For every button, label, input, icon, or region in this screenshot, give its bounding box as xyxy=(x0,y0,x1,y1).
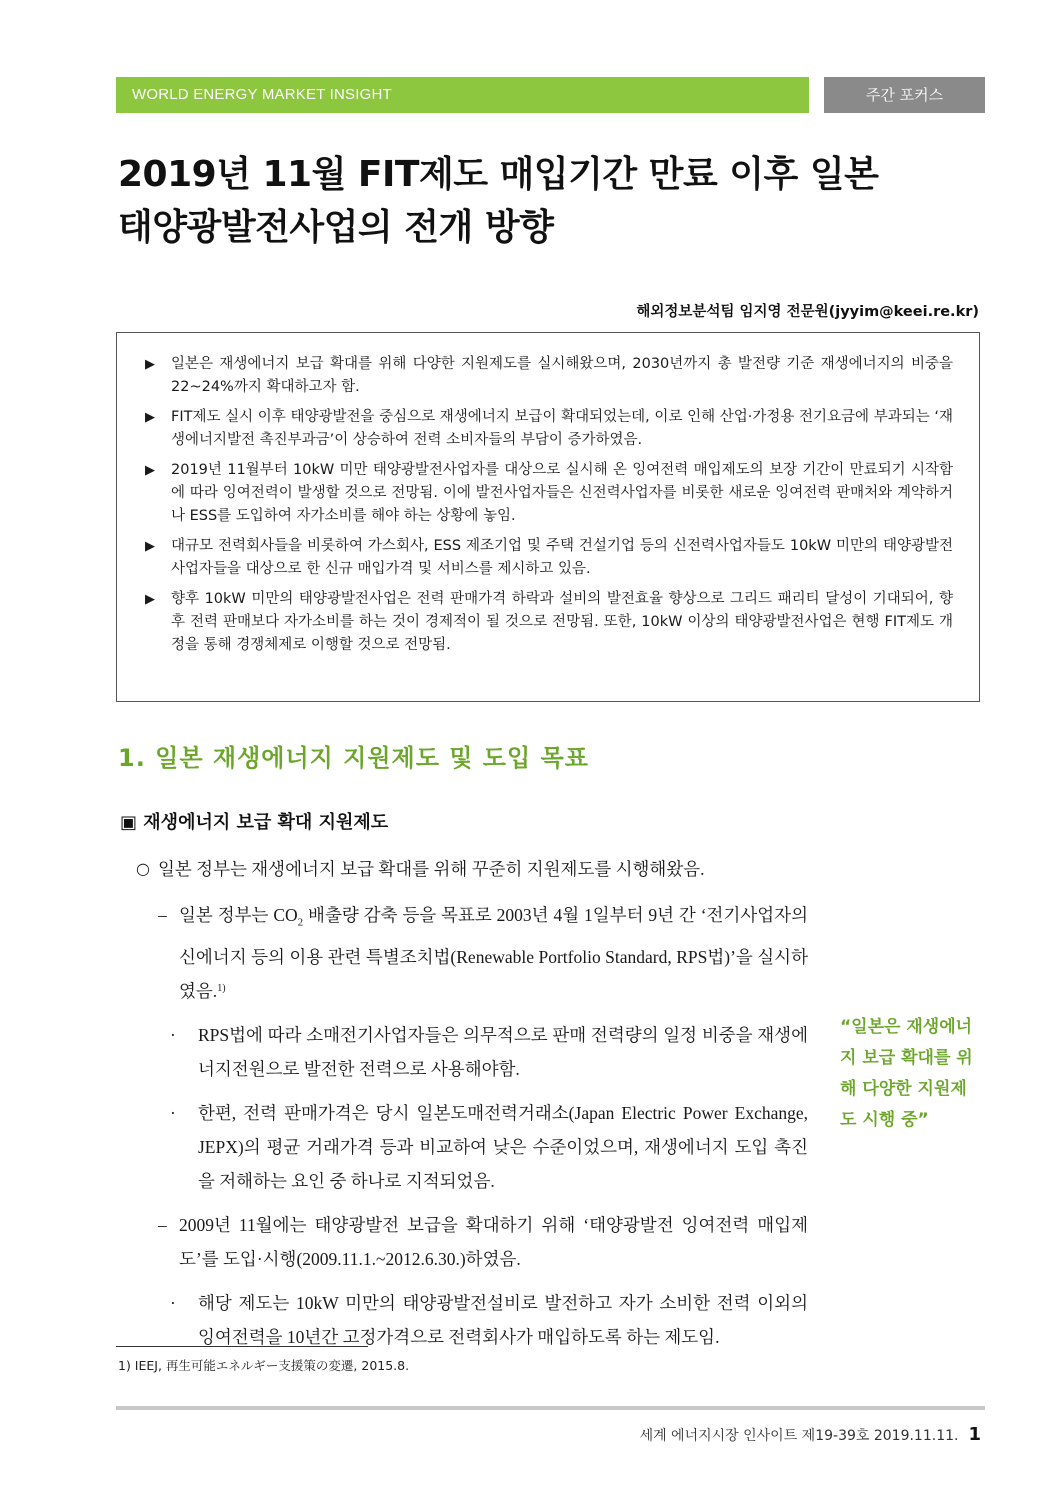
summary-item: ▶ 일본은 재생에너지 보급 확대를 위해 다양한 지원제도를 실시해왔으며, 2030년까지 총 발전량 기준 재생에너지의 비중을 22~24%까지 확대하고자 함. xyxy=(145,353,953,399)
dot-bullet-icon: · xyxy=(170,1292,176,1313)
square-bullet-icon: ▣ xyxy=(120,812,138,833)
page-number: 1 xyxy=(968,1424,981,1445)
paragraph: – 2009년 11월에는 태양광발전 보급을 확대하기 위해 ‘태양광발전 잉여전력 매입제도’를 도입·시행(2009.11.1.~2012.6.30.)하였음. xyxy=(136,1208,808,1276)
pull-quote: “일본은 재생에너지 보급 확대를 위해 다양한 지원제도 시행 중” xyxy=(840,1017,973,1130)
triangle-bullet-icon: ▶ xyxy=(145,539,155,554)
page-title-line1: 2019년 11월 FIT제도 매입기간 만료 이후 일본 xyxy=(118,154,879,195)
header-title: WORLD ENERGY MARKET INSIGHT xyxy=(132,86,392,103)
dash-bullet-icon: – xyxy=(158,905,167,925)
summary-item: ▶ 대규모 전력회사들을 비롯하여 가스회사, ESS 제조기업 및 주택 건설기업 등의 신전력사업자들도 10kW 미만의 태양광발전사업자들을 대상으로 한 신규 매입가격 및 서비스를 제시하고 있음. xyxy=(145,535,953,581)
footer-text: 세계 에너지시장 인사이트 제19-39호 2019.11.11. xyxy=(639,1428,959,1444)
subsection-title: ▣ 재생에너지 보급 확대 지원제도 xyxy=(120,812,389,833)
circle-bullet-icon: ○ xyxy=(136,859,150,878)
page-title-line2: 태양광발전사업의 전개 방향 xyxy=(118,207,554,248)
paragraph: · RPS법에 따라 소매전기사업자들은 의무적으로 판매 전력량의 일정 비중을 재생에너지전원으로 발전한 전력으로 사용해야함. xyxy=(136,1018,808,1086)
dot-bullet-icon: · xyxy=(170,1102,176,1123)
footnote-ref[interactable]: 1) xyxy=(217,982,226,994)
footnote-divider xyxy=(116,1346,368,1347)
triangle-bullet-icon: ▶ xyxy=(145,463,155,478)
dash-bullet-icon: – xyxy=(158,1214,167,1235)
footer-divider xyxy=(116,1406,985,1410)
summary-box xyxy=(116,332,980,702)
section-title: 1. 일본 재생에너지 지원제도 및 도입 목표 xyxy=(118,744,589,772)
summary-item: ▶ FIT제도 실시 이후 태양광발전을 중심으로 재생에너지 보급이 확대되었는데, 이로 인해 산업·가정용 전기요금에 부과되는 ‘재생에너지발전 촉진부과금’이 상승하여 전력 소비자들의 부담이 증가하였음. xyxy=(145,406,953,452)
triangle-bullet-icon: ▶ xyxy=(145,592,155,607)
body-text xyxy=(136,854,808,1364)
paragraph: · 한편, 전력 판매가격은 당시 일본도매전력거래소(Japan Electric Power Exchange, JEPX)의 평균 거래가격 등과 비교하여 낮은 수준이었으며, 재생에너지 도입 촉진을 저해하는 요인 중 하나로 지적되었음. xyxy=(136,1096,808,1198)
triangle-bullet-icon: ▶ xyxy=(145,410,155,425)
footnote: 1) IEEJ, 再生可能エネルギー支援策の変遷, 2015.8. xyxy=(118,1358,410,1373)
dot-bullet-icon: · xyxy=(170,1024,176,1045)
header-bar xyxy=(116,77,809,113)
paragraph: – 일본 정부는 $CO_2$ 배출량 감축 등을 목표로 2003년 4월 1일부터 9년 간 ‘전기사업자의 신에너지 등의 이용 관련 특별조치법(Renewable Portfolio Standard, RPS법)’을 실시하였음.$^{1)}$ xyxy=(136,898,808,1008)
paragraph: ○ 일본 정부는 재생에너지 보급 확대를 위해 꾸준히 지원제도를 시행해왔음. xyxy=(136,854,808,884)
summary-item: ▶ 2019년 11월부터 10kW 미만 태양광발전사업자를 대상으로 실시해 온 잉여전력 매입제도의 보장 기간이 만료되기 시작함에 따라 잉여전력이 발생할 것으로 전망됨. 이에 발전사업자들은 신전력사업자를 비롯한 새로운 잉여전력 판매처와 계약하거나 ESS를 도입하여 자가소비를 해야 하는 상황에 놓임. xyxy=(145,459,953,528)
header-tag: 주간 포커스 xyxy=(824,77,985,113)
summary-item: ▶ 향후 10kW 미만의 태양광발전사업은 전력 판매가격 하락과 설비의 발전효율 향상으로 그리드 패리티 달성이 기대되어, 향후 전력 판매보다 자가소비를 하는 것이 경제적이 될 것으로 전망됨. 또한, 10kW 이상의 태양광발전사업은 현행 FIT제도 개정을 통해 경쟁체제로 이행할 것으로 전망됨. xyxy=(145,588,953,657)
footer xyxy=(640,1424,981,1445)
paragraph: · 해당 제도는 10kW 미만의 태양광발전설비로 발전하고 자가 소비한 전력 이외의 잉여전력을 10년간 고정가격으로 전력회사가 매입하도록 하는 제도임. xyxy=(136,1286,808,1354)
author: 해외정보분석팀 임지영 전문원(jyyim@keei.re.kr) xyxy=(636,304,979,320)
triangle-bullet-icon: ▶ xyxy=(145,357,155,372)
page-title xyxy=(118,148,978,254)
